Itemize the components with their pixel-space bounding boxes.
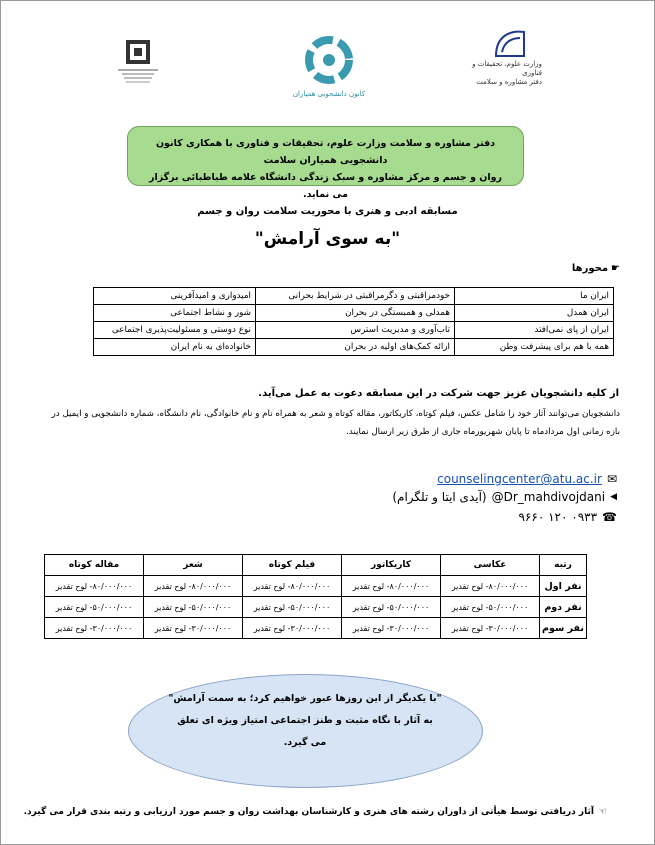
prize-cell: ۳۰/۰۰۰/۰۰۰- لوح تقدیر [45,618,144,639]
table-cell: ارائه کمک‌های اولیه در بحران [256,339,455,356]
phone-number[interactable]: ۰۹۳۳ ۱۲۰ ۹۶۶۰ [518,510,598,524]
table-cell: ایران همدل [455,305,614,322]
prize-cell: ۵۰/۰۰۰/۰۰۰- لوح تقدیر [342,597,441,618]
header-photo: عکاسی [441,555,540,576]
ministry-caption-2: دفتر مشاوره و سلامت [476,78,542,86]
table-cell: خودمراقبتی و دگرمراقبتی در شرایط بحرانی [256,288,455,305]
axes-heading-label: محورها [571,263,609,274]
table-row [45,576,587,597]
university-logo [112,36,164,96]
header-caricature: کاریکاتور [342,555,441,576]
intro-line-2: روان و جسم و مرکز مشاوره و سبک زندگی دانشگاه علامه طباطبائی برگزار می نماید. [148,172,503,200]
prize-cell: ۳۰/۰۰۰/۰۰۰- لوح تقدیر [144,618,243,639]
slogan-text [150,688,460,754]
intro-line-1: دفتر مشاوره و سلامت وزارت علوم، تحقیقات و فناوری با همکاری کانون دانشجویی همیاران سلامت [155,138,496,166]
slogan-line-3: می گیرد. [283,737,327,748]
prize-cell: ۵۰/۰۰۰/۰۰۰- لوح تقدیر [144,597,243,618]
rank-cell: نفر اول [540,576,587,597]
prize-cell: ۵۰/۰۰۰/۰۰۰- لوح تقدیر [441,597,540,618]
rank-cell: نفر سوم [540,618,587,639]
hamyaran-caption: کانون دانشجویی همیاران [292,90,366,98]
prize-cell: ۸۰/۰۰۰/۰۰۰- لوح تقدیر [144,576,243,597]
header-short-article: مقاله کوتاه [45,555,144,576]
table-row [45,597,587,618]
ministry-caption-1: وزارت علوم، تحقیقات و فناوری [472,60,542,77]
prize-cell: ۸۰/۰۰۰/۰۰۰- لوح تقدیر [342,576,441,597]
table-header-row [45,555,587,576]
triangle-bullet-icon: ◀ [610,492,617,502]
contest-title: "به سوی آرامش" [254,229,401,249]
ministry-logo [456,26,546,96]
prize-cell: ۵۰/۰۰۰/۰۰۰- لوح تقدیر [243,597,342,618]
prize-cell: ۵۰/۰۰۰/۰۰۰- لوح تقدیر [45,597,144,618]
contest-subtitle: مسابقه ادبی و هنری با محوریت سلامت روان و جسم [197,206,458,217]
header-rank: رتبه [540,555,587,576]
table-cell: همدلی و همبستگی در بحران [256,305,455,322]
table-row [94,322,614,339]
axes-heading [572,263,620,274]
rank-cell: نفر دوم [540,597,587,618]
table-row [94,339,614,356]
email-contact [437,472,617,486]
table-cell: همه با هم برای پیشرفت وطن [455,339,614,356]
table-cell: تاب‌آوری و مدیریت استرس [256,322,455,339]
phone-icon: ☎ [602,510,617,524]
prize-cell: ۸۰/۰۰۰/۰۰۰- لوح تقدیر [441,576,540,597]
ministry-emblem-icon [490,26,530,62]
table-cell: امیدواری و امیدآفرینی [94,288,256,305]
prizes-table [44,554,587,639]
slogan-line-1: "با یکدیگر از این روزها عبور خواهیم کرد؛ به سمت آرامش" [168,693,442,704]
prize-cell: ۳۰/۰۰۰/۰۰۰- لوح تقدیر [342,618,441,639]
header-short-film: فیلم کوتاه [243,555,342,576]
hamyaran-logo [283,34,375,104]
header-poem: شعر [144,555,243,576]
table-row [94,288,614,305]
social-handle[interactable]: @Dr_mahdivojdani [491,490,606,504]
table-cell: نوع دوستی و مسئولیت‌پذیری اجتماعی [94,322,256,339]
table-cell: ایران از پای نمی‌افتد [455,322,614,339]
intro-box [127,126,524,200]
footer-note-text: آثار دریافتی توسط هیأتی از داوران رشته های هنری و کارشناسان بهداشت روان و جسم مورد ارزیابی و رتبه بندی قرار می گیرد. [23,807,594,817]
mail-icon: ✉ [606,472,617,486]
table-cell: شور و نشاط اجتماعی [94,305,256,322]
prize-cell: ۳۰/۰۰۰/۰۰۰- لوح تقدیر [243,618,342,639]
prize-cell: ۸۰/۰۰۰/۰۰۰- لوح تقدیر [243,576,342,597]
pointer-icon: ☛ [611,263,620,274]
table-cell: خانواده‌ای به نام ایران [94,339,256,356]
social-contact [392,490,617,504]
footer-note [24,807,607,817]
table-cell: ایران ما [455,288,614,305]
phone-contact [518,510,617,524]
slogan-line-2: به آثار با نگاه مثبت و طنز اجتماعی امتیاز ویژه ای تعلق [177,715,433,726]
prize-cell: ۸۰/۰۰۰/۰۰۰- لوح تقدیر [45,576,144,597]
axes-table [93,287,614,356]
prize-cell: ۳۰/۰۰۰/۰۰۰- لوح تقدیر [441,618,540,639]
hamyaran-emblem-icon [301,34,357,86]
invitation-text: از کلیه دانشجویان عزیز جهت شرکت در این مسابقه دعوت به عمل می‌آید. [258,388,619,399]
email-link[interactable]: counselingcenter@atu.ac.ir [437,472,602,486]
social-note: (آیدی ایتا و تلگرام) [392,490,487,504]
description-text: دانشجویان می‌توانند آثار خود را شامل عکس، فیلم کوتاه، کاریکاتور، مقاله کوتاه و شعر به همراه نام و نام خانوادگی، نام دانشگاه، شماره دانشجویی و ایمیل در بازه زمانی اول مردادماه تا پایان شهریورماه جاری از طرق زیر ارسال نمایند. [51,409,620,437]
pointing-hand-icon: ☜ [598,807,607,817]
table-row [45,618,587,639]
table-row [94,305,614,322]
